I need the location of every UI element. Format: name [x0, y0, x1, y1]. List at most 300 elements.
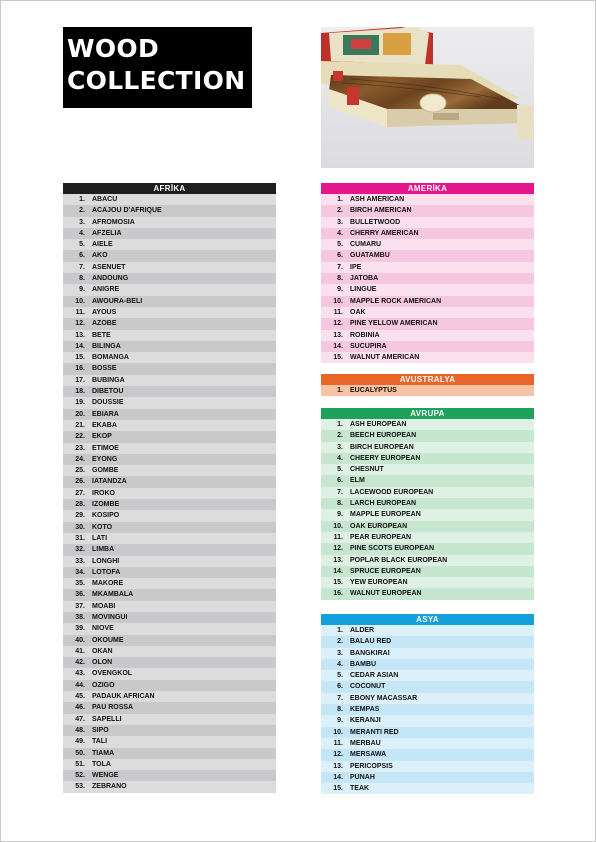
- wood-name: DOUSSIE: [92, 399, 124, 407]
- wood-name: AKO: [92, 252, 108, 260]
- item-number: 14.: [333, 773, 343, 781]
- wood-name: WALNUT EUROPEAN: [350, 590, 422, 598]
- list-item: [63, 262, 276, 273]
- list-item: [63, 239, 276, 250]
- item-number: 8.: [337, 706, 343, 714]
- wood-name: AFROMOSIA: [92, 218, 135, 226]
- list-item: [321, 636, 534, 647]
- item-number: 13.: [333, 762, 343, 770]
- wood-name: ABACU: [92, 196, 118, 203]
- item-number: 8.: [337, 275, 343, 283]
- wood-name: EUCALYPTUS: [350, 387, 397, 394]
- item-number: 7.: [79, 263, 85, 271]
- wood-name: BUBINGA: [92, 376, 125, 384]
- wood-name: POPLAR BLACK EUROPEAN: [350, 556, 448, 564]
- item-number: 36.: [75, 591, 85, 599]
- wood-name: BOMANGA: [92, 354, 129, 362]
- item-number: 6.: [337, 252, 343, 260]
- item-number: 3.: [337, 218, 343, 226]
- wood-name: GUATAMBU: [350, 252, 390, 260]
- list-item: [321, 498, 534, 509]
- list-item: [63, 476, 276, 487]
- section-header-afrika: AFRİKA: [63, 183, 276, 194]
- item-number: 52.: [75, 772, 85, 780]
- wood-name: EKABA: [92, 421, 117, 429]
- section-header-avrupa: AVRUPA: [321, 408, 534, 419]
- wood-name: AIELE: [92, 241, 113, 249]
- item-number: 5.: [79, 241, 85, 249]
- list-item: [321, 250, 534, 261]
- wood-name: JATOBA: [350, 275, 379, 283]
- list-item: [63, 748, 276, 759]
- wood-name: EBIARA: [92, 410, 119, 418]
- wood-name: WENGE: [92, 772, 119, 780]
- list-item: [63, 363, 276, 374]
- list-item: [321, 659, 534, 670]
- item-number: 14.: [333, 567, 343, 575]
- wood-name: EKOP: [92, 433, 112, 441]
- wood-name: AZOBE: [92, 320, 117, 328]
- item-number: 1.: [337, 627, 343, 634]
- wood-name: BIRCH EUROPEAN: [350, 443, 414, 451]
- item-number: 46.: [75, 704, 85, 712]
- list-item: [63, 781, 276, 792]
- item-number: 4.: [79, 229, 85, 237]
- wood-name: GOMBE: [92, 467, 119, 475]
- wood-name: PEAR EUROPEAN: [350, 533, 412, 541]
- item-number: 33.: [75, 557, 85, 565]
- list-item: [63, 217, 276, 228]
- list-item: [63, 431, 276, 442]
- list-item: [321, 521, 534, 532]
- item-number: 7.: [337, 694, 343, 702]
- wood-name: MERBAU: [350, 739, 381, 747]
- item-number: 13.: [75, 331, 85, 339]
- item-number: 35.: [75, 580, 85, 588]
- wood-name: SUCUPIRA: [350, 342, 387, 350]
- list-item: [321, 555, 534, 566]
- item-number: 53.: [75, 783, 85, 791]
- wood-name: ALDER: [350, 627, 375, 634]
- list-item: [321, 430, 534, 441]
- list-item: [321, 704, 534, 715]
- item-number: 25.: [75, 467, 85, 475]
- wood-name: PINE SCOTS EUROPEAN: [350, 545, 435, 553]
- wood-name: ASENUET: [92, 263, 126, 271]
- item-number: 2.: [337, 638, 343, 646]
- wood-name: OKOUME: [92, 636, 124, 644]
- wood-name: MERSAWA: [350, 751, 387, 759]
- list-item: [63, 680, 276, 691]
- item-number: 11.: [333, 533, 343, 541]
- wood-sample-illustration: [321, 27, 534, 168]
- wood-name: BALAU RED: [350, 638, 392, 646]
- list-item: [63, 341, 276, 352]
- wood-name: BANGKIRAI: [350, 649, 390, 657]
- list-item: [63, 657, 276, 668]
- wood-name: OAK EUROPEAN: [350, 522, 408, 530]
- list-item: [321, 681, 534, 692]
- list-item: [63, 375, 276, 386]
- list-item: [321, 670, 534, 681]
- item-number: 13.: [333, 331, 343, 339]
- list-item: [321, 273, 534, 284]
- list-item: [63, 443, 276, 454]
- list-item: [63, 635, 276, 646]
- wood-name: KERANJI: [350, 717, 381, 725]
- wood-name: EYONG: [92, 455, 118, 463]
- item-number: 51.: [75, 760, 85, 768]
- item-number: 24.: [75, 455, 85, 463]
- wood-name: ACAJOU D'AFRIQUE: [92, 207, 162, 215]
- section-afrika: [63, 183, 276, 793]
- list-item: [321, 577, 534, 588]
- list-item: [321, 761, 534, 772]
- wood-name: OVENGKOL: [92, 670, 133, 678]
- title-line-1: WOOD: [67, 34, 160, 63]
- wood-name: SPRUCE EUROPEAN: [350, 567, 421, 575]
- list-item: [321, 464, 534, 475]
- list-item: [63, 228, 276, 239]
- item-number: 47.: [75, 715, 85, 723]
- list-item: [63, 725, 276, 736]
- item-number: 14.: [75, 342, 85, 350]
- wood-name: OLON: [92, 659, 113, 667]
- item-number: 28.: [75, 501, 85, 509]
- section-avrupa: [321, 408, 534, 600]
- wood-name: MAKORE: [92, 580, 124, 588]
- list-item: [63, 273, 276, 284]
- wood-name: SIPO: [92, 726, 109, 734]
- item-number: 4.: [337, 229, 343, 237]
- item-number: 34.: [75, 568, 85, 576]
- list-item: [321, 783, 534, 794]
- wood-name: CHESNUT: [350, 466, 384, 474]
- list-item: [63, 409, 276, 420]
- item-number: 3.: [337, 649, 343, 657]
- list-item: [321, 487, 534, 498]
- wood-name: MAPPLE EUROPEAN: [350, 511, 421, 519]
- wood-name: LINGUE: [350, 286, 377, 294]
- wood-name: YEW EUROPEAN: [350, 579, 408, 587]
- list-item: [63, 250, 276, 261]
- item-number: 29.: [75, 512, 85, 520]
- item-number: 8.: [337, 500, 343, 508]
- list-item: [321, 205, 534, 216]
- wood-name: KOSIPO: [92, 512, 120, 520]
- wood-name: OZIGO: [92, 681, 115, 689]
- wood-name: MERANTI RED: [350, 728, 399, 736]
- wood-name: KEMPAS: [350, 706, 380, 714]
- item-number: 49.: [75, 738, 85, 746]
- list-item: [321, 738, 534, 749]
- item-number: 6.: [337, 683, 343, 691]
- list-item: [63, 578, 276, 589]
- wood-name: MOVINGUI: [92, 613, 128, 621]
- list-item: [321, 693, 534, 704]
- item-number: 15.: [333, 785, 343, 793]
- list-item: [321, 307, 534, 318]
- item-number: 2.: [79, 207, 85, 215]
- item-number: 2.: [337, 207, 343, 215]
- item-number: 41.: [75, 647, 85, 655]
- item-number: 1.: [337, 196, 343, 203]
- list-item: [63, 499, 276, 510]
- list-item: [63, 330, 276, 341]
- list-item: [321, 419, 534, 430]
- wood-name: PADAUK AFRICAN: [92, 693, 155, 701]
- wood-name: ROBINIA: [350, 331, 380, 339]
- item-number: 4.: [337, 660, 343, 668]
- wood-name: AFZELIA: [92, 229, 122, 237]
- wood-name: CHEERY EUROPEAN: [350, 454, 421, 462]
- list-item: [63, 668, 276, 679]
- item-number: 16.: [75, 365, 85, 373]
- list-item: [63, 736, 276, 747]
- list-item: [63, 318, 276, 329]
- list-item: [321, 385, 534, 396]
- list-item: [63, 296, 276, 307]
- list-item: [321, 509, 534, 520]
- item-number: 12.: [333, 320, 343, 328]
- list-item: [321, 217, 534, 228]
- list-item: [63, 397, 276, 408]
- item-number: 10.: [333, 728, 343, 736]
- item-number: 19.: [75, 399, 85, 407]
- wood-name: BETE: [92, 331, 111, 339]
- list-item: [321, 318, 534, 329]
- wood-name: TOLA: [92, 760, 111, 768]
- list-item: [63, 465, 276, 476]
- item-number: 7.: [337, 263, 343, 271]
- list-item: [321, 715, 534, 726]
- wood-name: OAK: [350, 308, 366, 316]
- wood-name: KOTO: [92, 523, 113, 531]
- item-number: 40.: [75, 636, 85, 644]
- item-number: 10.: [75, 297, 85, 305]
- wood-name: MAPPLE ROCK AMERICAN: [350, 297, 442, 305]
- item-number: 22.: [75, 433, 85, 441]
- wood-name: NIOVE: [92, 625, 114, 633]
- item-number: 10.: [333, 297, 343, 305]
- list-item: [321, 625, 534, 636]
- item-number: 6.: [79, 252, 85, 260]
- list-item: [321, 532, 534, 543]
- wood-name: COCONUT: [350, 683, 386, 691]
- section-header-amerika: AMERİKA: [321, 183, 534, 194]
- wood-name: ANDOUNG: [92, 275, 129, 283]
- item-number: 27.: [75, 489, 85, 497]
- wood-name: BIRCH AMERICAN: [350, 207, 412, 215]
- item-number: 15.: [333, 354, 343, 362]
- item-number: 1.: [79, 196, 85, 203]
- item-number: 5.: [337, 466, 343, 474]
- list-item: [63, 691, 276, 702]
- item-number: 17.: [75, 376, 85, 384]
- item-number: 12.: [333, 751, 343, 759]
- item-number: 5.: [337, 672, 343, 680]
- wood-name: PAU ROSSA: [92, 704, 134, 712]
- item-number: 31.: [75, 534, 85, 542]
- list-item: [63, 533, 276, 544]
- list-item: [63, 420, 276, 431]
- list-item: [321, 296, 534, 307]
- item-number: 45.: [75, 693, 85, 701]
- list-item: [321, 194, 534, 205]
- section-amerika: [321, 183, 534, 363]
- wood-name: LACEWOOD EUROPEAN: [350, 488, 434, 496]
- wood-name: ELM: [350, 477, 365, 485]
- wood-name: LATI: [92, 534, 108, 542]
- page-title: [63, 27, 252, 108]
- list-item: [63, 284, 276, 295]
- item-number: 8.: [79, 275, 85, 283]
- list-item: [63, 522, 276, 533]
- wood-name: PINE YELLOW AMERICAN: [350, 320, 438, 328]
- wood-name: BULLETWOOD: [350, 218, 401, 226]
- wood-name: LIMBA: [92, 546, 115, 554]
- item-number: 14.: [333, 342, 343, 350]
- item-number: 23.: [75, 444, 85, 452]
- list-item: [321, 543, 534, 554]
- list-item: [321, 566, 534, 577]
- list-item: [321, 239, 534, 250]
- wood-name: MKAMBALA: [92, 591, 134, 599]
- item-number: 4.: [337, 454, 343, 462]
- list-item: [63, 454, 276, 465]
- wood-name: IROKO: [92, 489, 115, 497]
- list-item: [63, 702, 276, 713]
- item-number: 43.: [75, 670, 85, 678]
- item-number: 2.: [337, 432, 343, 440]
- wood-name: PUNAH: [350, 773, 375, 781]
- item-number: 18.: [75, 388, 85, 396]
- list-item: [321, 330, 534, 341]
- wood-name: ASH EUROPEAN: [350, 421, 407, 428]
- list-item: [63, 194, 276, 205]
- wood-name: BILINGA: [92, 342, 121, 350]
- item-number: 1.: [337, 421, 343, 428]
- list-item: [321, 284, 534, 295]
- wood-name: ANIGRE: [92, 286, 120, 294]
- item-number: 1.: [337, 387, 343, 394]
- wood-name: BEECH EUROPEAN: [350, 432, 417, 440]
- list-item: [321, 475, 534, 486]
- list-item: [63, 567, 276, 578]
- list-item: [63, 714, 276, 725]
- item-number: 39.: [75, 625, 85, 633]
- wood-name: AWOURA-BELI: [92, 297, 143, 305]
- list-item: [321, 341, 534, 352]
- list-item: [63, 759, 276, 770]
- list-item: [63, 544, 276, 555]
- item-number: 15.: [75, 354, 85, 362]
- wood-name: TIAMA: [92, 749, 115, 757]
- list-item: [321, 727, 534, 738]
- item-number: 48.: [75, 726, 85, 734]
- item-number: 11.: [75, 308, 85, 316]
- wood-name: BAMBU: [350, 660, 377, 668]
- item-number: 38.: [75, 613, 85, 621]
- list-item: [63, 601, 276, 612]
- list-item: [63, 556, 276, 567]
- wood-name: CHERRY AMERICAN: [350, 229, 419, 237]
- item-number: 32.: [75, 546, 85, 554]
- wood-name: EBONY MACASSAR: [350, 694, 418, 702]
- title-line-2: COLLECTION: [67, 66, 246, 95]
- list-item: [321, 352, 534, 363]
- wood-name: LOTOFA: [92, 568, 121, 576]
- item-number: 42.: [75, 659, 85, 667]
- list-item: [63, 205, 276, 216]
- item-number: 9.: [337, 511, 343, 519]
- wood-sample-photo: [321, 27, 534, 168]
- list-item: [63, 589, 276, 600]
- wood-name: IATANDZA: [92, 478, 127, 486]
- list-item: [321, 453, 534, 464]
- item-number: 5.: [337, 241, 343, 249]
- item-number: 20.: [75, 410, 85, 418]
- item-number: 11.: [333, 739, 343, 747]
- item-number: 44.: [75, 681, 85, 689]
- item-number: 9.: [337, 286, 343, 294]
- list-item: [321, 648, 534, 659]
- list-item: [321, 442, 534, 453]
- list-item: [321, 228, 534, 239]
- item-number: 50.: [75, 749, 85, 757]
- list-item: [63, 646, 276, 657]
- item-number: 13.: [333, 556, 343, 564]
- section-asya: [321, 614, 534, 794]
- wood-name: DIBETOU: [92, 388, 124, 396]
- list-item: [63, 386, 276, 397]
- item-number: 3.: [79, 218, 85, 226]
- wood-name: PERICOPSIS: [350, 762, 393, 770]
- wood-name: ETIMOE: [92, 444, 119, 452]
- wood-name: LARCH EUROPEAN: [350, 500, 417, 508]
- wood-name: CUMARU: [350, 241, 382, 249]
- list-item: [63, 770, 276, 781]
- wood-name: ASH AMERICAN: [350, 196, 405, 203]
- item-number: 7.: [337, 488, 343, 496]
- wood-name: AYOUS: [92, 308, 117, 316]
- item-number: 12.: [75, 320, 85, 328]
- wood-name: LONGHI: [92, 557, 120, 565]
- list-item: [63, 623, 276, 634]
- wood-name: TALI: [92, 738, 108, 746]
- wood-name: CEDAR ASIAN: [350, 672, 399, 680]
- list-item: [63, 488, 276, 499]
- item-number: 6.: [337, 477, 343, 485]
- wood-name: WALNUT AMERICAN: [350, 354, 420, 362]
- item-number: 21.: [75, 421, 85, 429]
- list-item: [321, 262, 534, 273]
- list-item: [63, 352, 276, 363]
- wood-name: ZEBRANO: [92, 783, 127, 791]
- wood-name: MOABI: [92, 602, 116, 610]
- item-number: 37.: [75, 602, 85, 610]
- list-item: [321, 772, 534, 783]
- wood-name: OKAN: [92, 647, 113, 655]
- item-number: 26.: [75, 478, 85, 486]
- wood-name: IZOMBE: [92, 501, 120, 509]
- list-item: [321, 588, 534, 599]
- list-item: [321, 749, 534, 760]
- item-number: 30.: [75, 523, 85, 531]
- item-number: 12.: [333, 545, 343, 553]
- list-item: [63, 510, 276, 521]
- item-number: 16.: [333, 590, 343, 598]
